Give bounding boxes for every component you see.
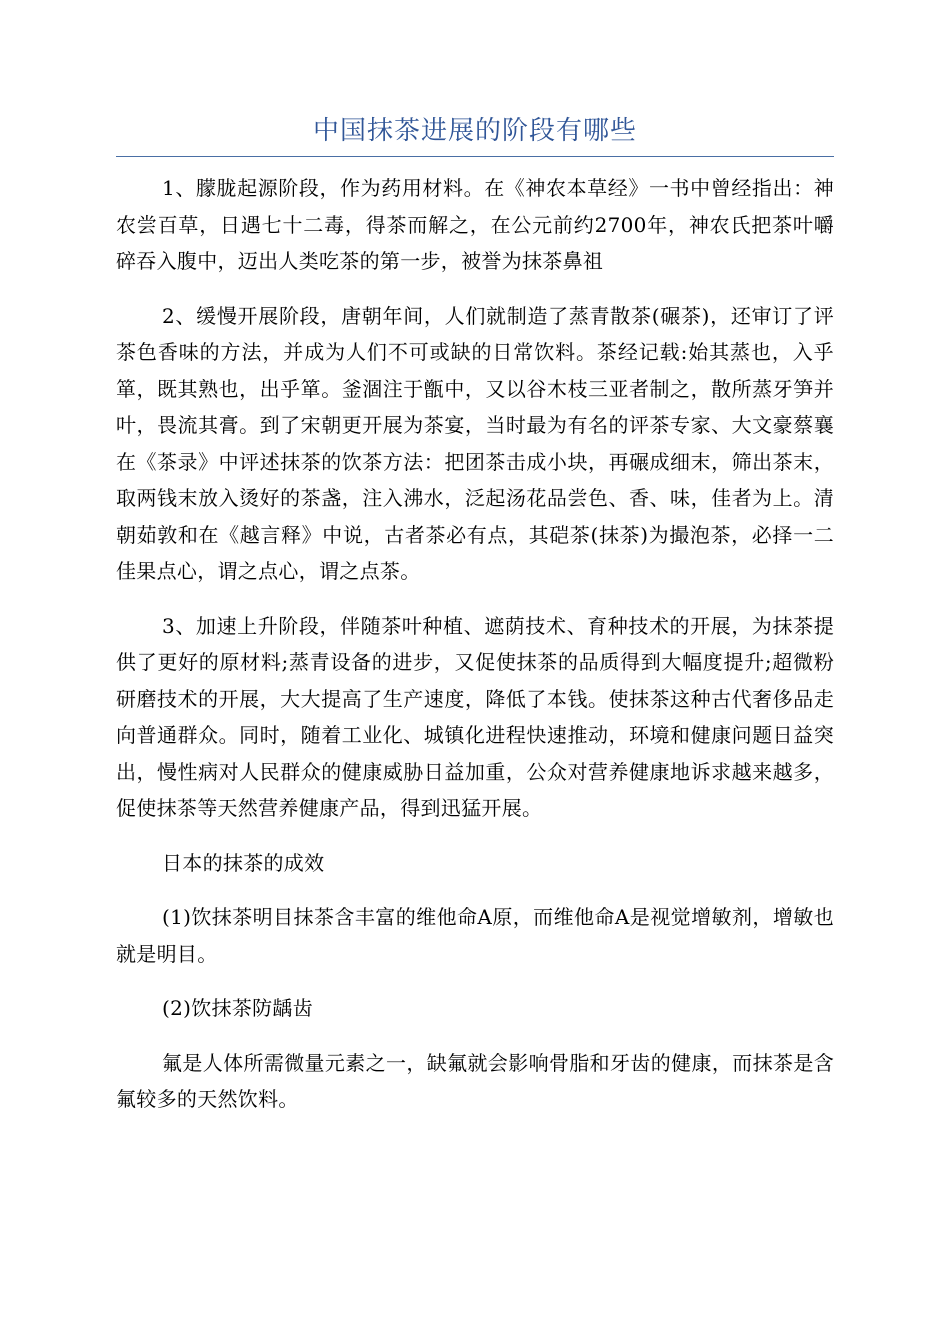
paragraph-stage-3: 3、加速上升阶段，伴随茶叶种植、遮荫技术、育种技术的开展，为抹茶提供了更好的原材料;蒸青设备的进步，又促使抹茶的品质得到大幅度提升;超微粉研磨技术的开展，大大提高了生产速度，降低了本钱。使抹茶这种古代奢侈品走向普通群众。同时，随着工业化、城镇化进程快速推动，环境和健康问题日益突出，慢性病对人民群众的健康威胁日益加重，公众对营养健康地诉求越来越多，促使抹茶等天然营养健康产品，得到迅猛开展。: [116, 613, 834, 820]
paragraph-benefit-1: (1)饮抹茶明目抹茶含丰富的维他命A原，而维他命A是视觉增敏剂，增敏也就是明目。: [116, 905, 834, 966]
section-heading-japan-matcha: 日本的抹茶的成效: [162, 850, 325, 875]
paragraph-benefit-2: (2)饮抹茶防龋齿: [162, 996, 314, 1020]
page-title: 中国抹茶进展的阶段有哪些: [312, 116, 637, 146]
paragraph-stage-2: 2、缓慢开展阶段，唐朝年间，人们就制造了蒸青散茶(碾茶)，还审订了评茶色香味的方法，并成为人们不可或缺的日常饮料。茶经记载:始其蒸也，入乎箪，既其熟也，出乎箪。釜涸注于甑中，又以谷木枝三亚者制之，散所蒸牙笋并叶，畏流其膏。到了宋朝更开展为茶宴，当时最为有名的评茶专家、大文豪蔡襄在《茶录》中评述抹茶的饮茶方法：把团茶击成小块，再碾成细末，筛出茶末，取两钱末放入烫好的茶盏，注入沸水，泛起汤花品尝色、香、味，佳者为上。清朝茹敦和在《越言释》中说，古者茶必有点，其硙茶(抹茶)为撮泡茶，必择一二佳果点心，谓之点心，谓之点茶。: [116, 303, 834, 583]
document-body: [116, 170, 834, 1136]
paragraph-fluoride: 氟是人体所需微量元素之一，缺氟就会影响骨脂和牙齿的健康，而抹茶是含氟较多的天然饮料。: [116, 1050, 834, 1111]
paragraph-stage-1: 1、朦胧起源阶段，作为药用材料。在《神农本草经》一书中曾经指出：神农尝百草，日遇七十二毒，得茶而解之，在公元前约2700年，神农氏把茶叶嚼碎吞入腹中，迈出人类吃茶的第一步，被誉为抹茶鼻祖: [116, 176, 834, 273]
title-underline: [116, 112, 834, 157]
